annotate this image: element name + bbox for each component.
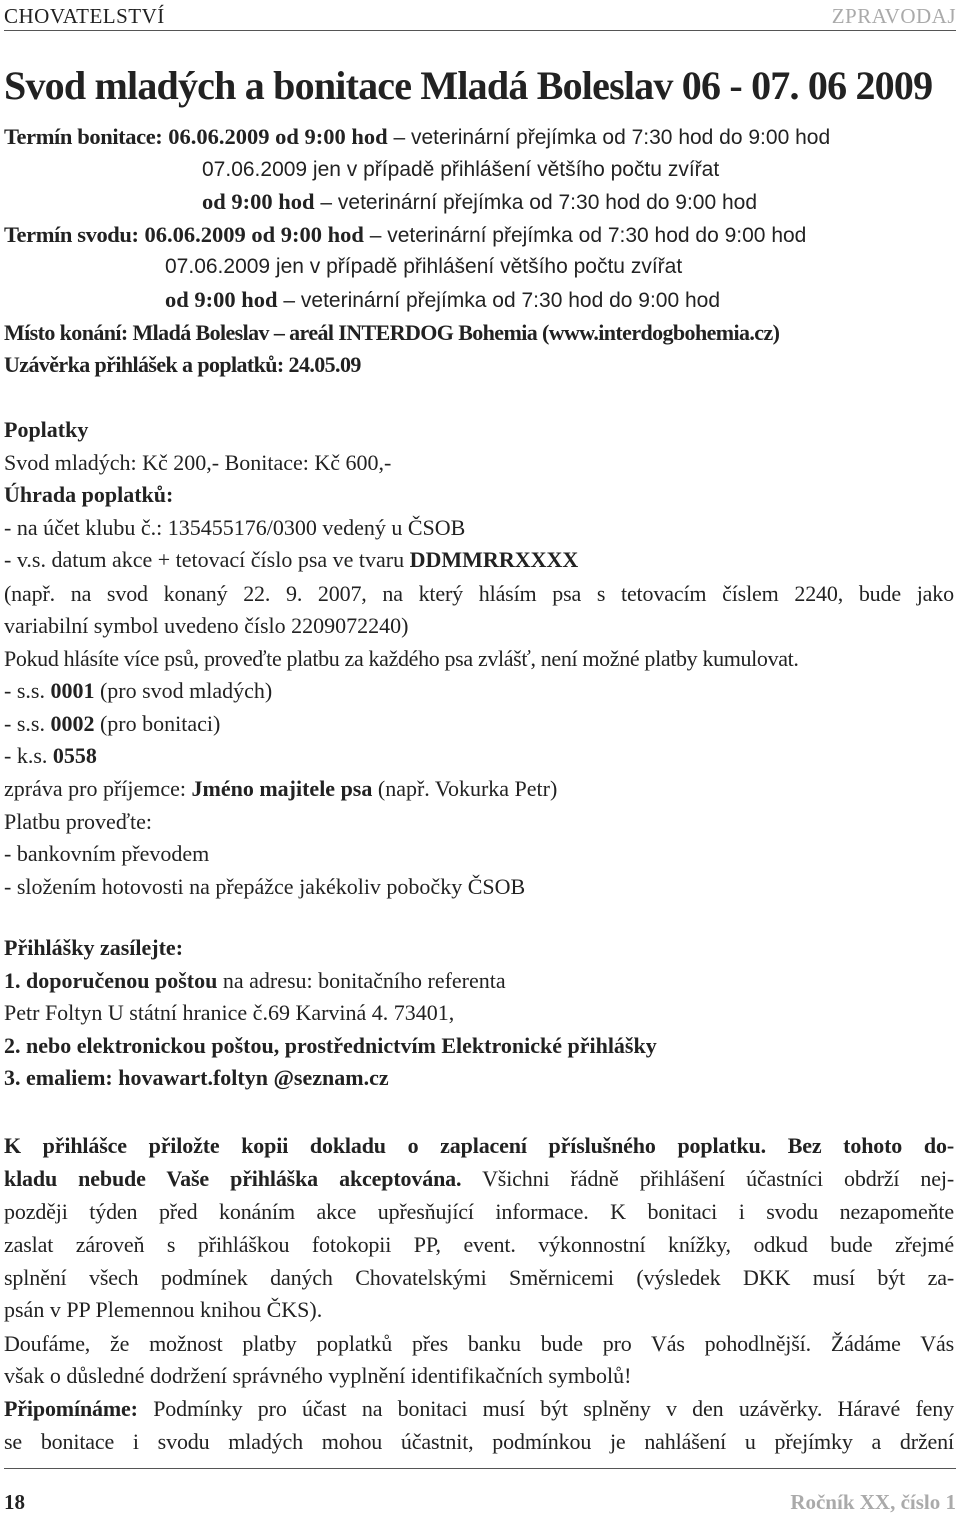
ss1-code: 0001: [50, 678, 95, 704]
publication-label: ZPRAVODAJ: [831, 4, 956, 28]
example-line-1: (např. na svod konaný 22. 9. 2007, na který hlásím psa s tetovacím číslem 2240, bude jako: [4, 580, 954, 606]
fees-heading: [4, 414, 954, 447]
email-method: 3. emaliem: hovawart.foltyn @seznam.cz: [4, 1065, 389, 1091]
notes-line-9: [4, 1392, 954, 1425]
header-rule: [4, 30, 956, 31]
electronic-method: 2. nebo elektronickou poštou, prostřednictvím Elektronické přihlášky: [4, 1032, 657, 1058]
notes-line-1: [4, 1129, 954, 1162]
payment-cash: - složením hotovosti na přepážce jakékoliv pobočky ČSOB: [4, 873, 526, 899]
ss2-desc: (pro bonitaci): [94, 710, 221, 736]
notes-line-5: splnění všech podmínek daných Chovatelskými Směrnicemi (výsledek DKK musí být za-: [4, 1265, 954, 1290]
payment-heading: [4, 479, 954, 512]
svod-date: 06.06.2009 od 9:00 hod: [144, 221, 364, 247]
page-number: 18: [4, 1490, 25, 1514]
notes-bold-1: K přihlášce přiložte kopii dokladu o zaplacení příslušného poplatku. Bez tohoto do-: [4, 1133, 954, 1158]
bonitace-date: 06.06.2009 od 9:00 hod: [168, 124, 388, 149]
notes-rest-2: Všichni řádně přihlášení účastníci obdrží nej-: [461, 1166, 955, 1191]
example-line-2: variabilní symbol uvedeno číslo 2209072240): [4, 612, 409, 638]
bonitace-label: Termín bonitace:: [4, 124, 163, 149]
bonitace-vet-2: – veterinární přejímka od 7:30 hod do 9:00 hod: [314, 191, 758, 215]
reminder-text: Podmínky pro účast na bonitaci musí být splněny v den uzávěrky. Háravé feny: [137, 1396, 954, 1422]
section-label: CHOVATELSTVÍ: [4, 4, 165, 28]
ss1-prefix: - s.s.: [4, 678, 51, 704]
svod-vet: – veterinární přejímka od 7:30 hod do 9:00 hod: [363, 223, 807, 247]
fees-block: [4, 414, 954, 903]
recipient-message: [4, 773, 954, 806]
ss2-prefix: - s.s.: [4, 710, 51, 736]
application-email: [4, 1062, 954, 1095]
fee-amounts: Svod mladých: Kč 200,- Bonitace: Kč 600,-: [4, 449, 392, 475]
msg-owner: Jméno majitele psa: [191, 775, 373, 801]
page-footer: [4, 1468, 956, 1520]
constant-symbol: [4, 740, 954, 773]
msg-prefix: zpráva pro příjemce:: [4, 775, 192, 801]
specific-symbol-2: [4, 708, 954, 741]
ks-prefix: - k.s.: [4, 743, 53, 769]
bonitace-time: od 9:00 hod: [202, 189, 315, 215]
fees-heading-text: Poplatky: [4, 417, 89, 442]
issue-label: Ročník XX, číslo 1: [790, 1490, 956, 1514]
multi-payment-note: Pokud hlásíte více psů, proveďte platbu za každého psa zvlášť, není možné platby kumulovat.: [4, 645, 799, 671]
applications-heading: [4, 932, 954, 965]
notes-line-10: se bonitace i svodu mladých mohou účastnit, podmínkou je nahlášení u přejímky a držení: [4, 1429, 954, 1455]
svod-line-2: 07.06.2009 jen v případě přihlášení většího počtu zvířat: [165, 255, 683, 279]
notes-line-7: Doufáme, že možnost platby poplatků přes banku bude pro Vás pohodlnější. Žádáme Vás: [4, 1330, 954, 1356]
payment-how: Platbu proveďte:: [4, 808, 153, 834]
msg-example: (např. Vokurka Petr): [372, 775, 558, 801]
mail-method: 1. doporučenou poštou: [4, 967, 218, 993]
account-number: - na účet klubu č.: 135455176/0300 vedený u ČSOB: [4, 514, 466, 540]
notes-line-8: však o důsledné dodržení správného vyplnění identifikačních symbolů!: [4, 1362, 632, 1388]
ss1-desc: (pro svod mladých): [94, 678, 273, 704]
specific-symbol-1: [4, 675, 954, 708]
payment-transfer: - bankovním převodem: [4, 841, 210, 867]
reminder-label: Připomínáme:: [4, 1396, 138, 1422]
event-place: Místo konání: Mladá Boleslav – areál INTERDOG Bohemia (www.interdogbohemia.cz): [4, 319, 780, 345]
notes-line-2: [4, 1162, 954, 1195]
vs-format: DDMMRRXXXX: [409, 547, 579, 573]
referent-address: Petr Foltyn U státní hranice č.69 Karviná 4. 73401,: [4, 1000, 455, 1026]
ks-code: 0558: [52, 743, 97, 769]
svod-time: od 9:00 hod: [165, 286, 278, 312]
bonitace-line-1: [4, 121, 954, 154]
application-mail: [4, 965, 954, 998]
mail-address-intro: na adresu: bonitačního referenta: [217, 967, 506, 993]
page-header: [4, 0, 956, 32]
svod-label: Termín svodu:: [4, 221, 139, 247]
article-title: Svod mladých a bonitace Mladá Boleslav 06 - 07. 06 2009: [4, 63, 933, 108]
notes-line-6: psán v PP Plemennou knihou ČKS).: [4, 1297, 323, 1322]
vs-text: - v.s. datum akce + tetovací číslo psa ve tvaru: [4, 547, 410, 573]
bonitace-vet: – veterinární přejímka od 7:30 hod do 9:00 hod: [387, 126, 831, 149]
schedule-block: [4, 121, 954, 382]
footer-rule: [4, 1468, 956, 1469]
notes-line-4: zaslat zároveň s přihláškou fotokopii PP, event. výkonnostní knížky, odkud bude zřejmé: [4, 1232, 954, 1257]
application-electronic: [4, 1030, 954, 1063]
bonitace-line-2: 07.06.2009 jen v případě přihlášení většího počtu zvířat: [202, 157, 720, 181]
variable-symbol: [4, 544, 954, 577]
bonitace-line-3: [4, 186, 954, 219]
notes-line-3: později týden před konáním akce upřesňující informace. K bonitaci i svodu nezapomeňte: [4, 1199, 954, 1224]
notes-block: [4, 1129, 954, 1458]
svod-vet-2: – veterinární přejímka od 7:30 hod do 9:00 hod: [277, 288, 721, 312]
svod-line-1: [4, 219, 954, 252]
ss2-code: 0002: [50, 710, 95, 736]
svod-line-3: [4, 284, 954, 317]
payment-heading-text: Úhrada poplatků:: [4, 482, 174, 508]
applications-block: [4, 932, 954, 1095]
registration-deadline: Uzávěrka přihlášek a poplatků: 24.05.09: [4, 352, 361, 378]
notes-bold-2: kladu nebude Vaše přihláška akceptována.: [4, 1166, 462, 1191]
applications-heading-text: Přihlášky zasílejte:: [4, 935, 184, 960]
